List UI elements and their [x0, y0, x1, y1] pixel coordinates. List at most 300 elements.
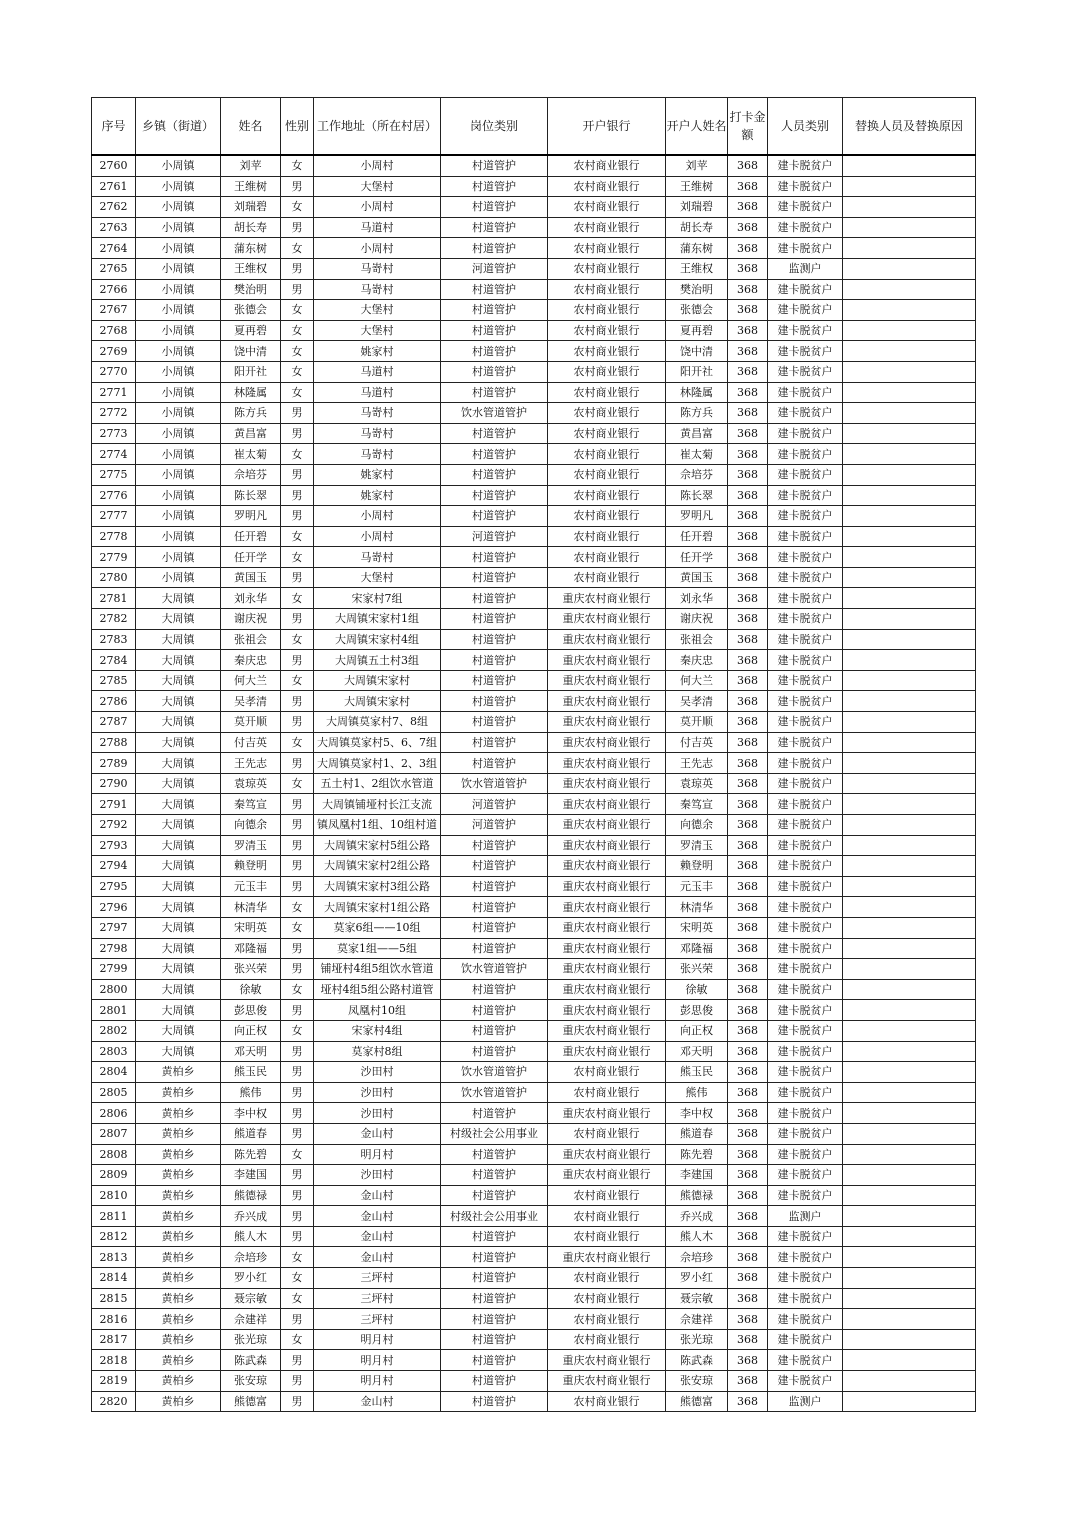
cell-gender: 男	[281, 794, 314, 815]
cell-township: 小周镇	[136, 197, 221, 218]
cell-township: 黄柏乡	[136, 1226, 221, 1247]
cell-serial: 2814	[92, 1268, 136, 1289]
cell-name: 佘建祥	[221, 1309, 281, 1330]
cell-bank: 重庆农村商业银行	[548, 1165, 666, 1186]
cell-post-type: 村道管护	[441, 382, 548, 403]
table-row	[92, 1165, 976, 1186]
cell-name: 佘培珍	[221, 1247, 281, 1268]
cell-serial: 2777	[92, 506, 136, 527]
cell-gender: 男	[281, 1082, 314, 1103]
cell-amount: 368	[728, 815, 768, 836]
cell-work-address: 马嵜村	[314, 258, 441, 279]
cell-gender: 男	[281, 567, 314, 588]
table-row	[92, 341, 976, 362]
cell-account-holder: 袁琼英	[666, 773, 728, 794]
cell-gender: 女	[281, 155, 314, 176]
cell-post-type: 村道管护	[441, 1391, 548, 1412]
cell-name: 熊玉民	[221, 1062, 281, 1083]
cell-work-address: 莫家1组——5组	[314, 938, 441, 959]
cell-account-holder: 阳开社	[666, 361, 728, 382]
cell-township: 小周镇	[136, 238, 221, 259]
cell-serial: 2780	[92, 567, 136, 588]
cell-serial: 2773	[92, 423, 136, 444]
cell-serial: 2789	[92, 753, 136, 774]
cell-replacement	[843, 444, 976, 465]
cell-person-category: 监测户	[768, 1391, 843, 1412]
cell-amount: 368	[728, 1371, 768, 1392]
cell-amount: 368	[728, 629, 768, 650]
cell-township: 大周镇	[136, 1000, 221, 1021]
cell-township: 黄柏乡	[136, 1329, 221, 1350]
cell-person-category: 建卡脱贫户	[768, 917, 843, 938]
cell-township: 黄柏乡	[136, 1103, 221, 1124]
cell-township: 大周镇	[136, 712, 221, 733]
cell-replacement	[843, 1000, 976, 1021]
cell-replacement	[843, 835, 976, 856]
cell-amount: 368	[728, 444, 768, 465]
cell-post-type: 村道管护	[441, 712, 548, 733]
table-row	[92, 464, 976, 485]
cell-name: 樊治明	[221, 279, 281, 300]
cell-post-type: 村道管护	[441, 1288, 548, 1309]
cell-replacement	[843, 609, 976, 630]
cell-post-type: 饮水管道管护	[441, 403, 548, 424]
cell-work-address: 马嵜村	[314, 403, 441, 424]
cell-person-category: 建卡脱贫户	[768, 238, 843, 259]
cell-amount: 368	[728, 753, 768, 774]
cell-township: 大周镇	[136, 835, 221, 856]
cell-gender: 男	[281, 1391, 314, 1412]
cell-serial: 2790	[92, 773, 136, 794]
cell-township: 小周镇	[136, 444, 221, 465]
table-row	[92, 1185, 976, 1206]
cell-gender: 男	[281, 1371, 314, 1392]
cell-work-address: 大堡村	[314, 176, 441, 197]
cell-name: 张兴荣	[221, 959, 281, 980]
cell-bank: 农村商业银行	[548, 176, 666, 197]
cell-name: 李建国	[221, 1165, 281, 1186]
cell-name: 付吉英	[221, 732, 281, 753]
cell-gender: 女	[281, 588, 314, 609]
cell-post-type: 村道管护	[441, 155, 548, 176]
cell-amount: 368	[728, 320, 768, 341]
cell-account-holder: 吴孝清	[666, 691, 728, 712]
cell-work-address: 马道村	[314, 361, 441, 382]
cell-bank: 农村商业银行	[548, 1082, 666, 1103]
cell-gender: 女	[281, 979, 314, 1000]
cell-person-category: 建卡脱贫户	[768, 1185, 843, 1206]
table-row	[92, 876, 976, 897]
cell-serial: 2795	[92, 876, 136, 897]
cell-post-type: 村道管护	[441, 938, 548, 959]
cell-township: 黄柏乡	[136, 1391, 221, 1412]
cell-bank: 农村商业银行	[548, 1123, 666, 1144]
cell-person-category: 建卡脱贫户	[768, 1226, 843, 1247]
cell-gender: 男	[281, 1165, 314, 1186]
cell-gender: 男	[281, 403, 314, 424]
cell-bank: 重庆农村商业银行	[548, 938, 666, 959]
cell-bank: 农村商业银行	[548, 197, 666, 218]
cell-post-type: 饮水管道管护	[441, 959, 548, 980]
cell-amount: 368	[728, 423, 768, 444]
cell-serial: 2812	[92, 1226, 136, 1247]
cell-bank: 重庆农村商业银行	[548, 1350, 666, 1371]
cell-township: 黄柏乡	[136, 1309, 221, 1330]
cell-post-type: 河道管护	[441, 794, 548, 815]
table-row	[92, 773, 976, 794]
cell-post-type: 河道管护	[441, 815, 548, 836]
cell-gender: 男	[281, 279, 314, 300]
cell-person-category: 建卡脱贫户	[768, 403, 843, 424]
cell-replacement	[843, 650, 976, 671]
cell-township: 大周镇	[136, 897, 221, 918]
cell-amount: 368	[728, 670, 768, 691]
table-row	[92, 1247, 976, 1268]
cell-gender: 女	[281, 897, 314, 918]
cell-bank: 农村商业银行	[548, 567, 666, 588]
cell-serial: 2820	[92, 1391, 136, 1412]
cell-replacement	[843, 464, 976, 485]
cell-post-type: 村道管护	[441, 423, 548, 444]
cell-gender: 男	[281, 609, 314, 630]
cell-work-address: 姚家村	[314, 464, 441, 485]
cell-work-address: 金山村	[314, 1123, 441, 1144]
cell-name: 罗小红	[221, 1268, 281, 1289]
cell-account-holder: 秦庆忠	[666, 650, 728, 671]
table-row	[92, 258, 976, 279]
cell-name: 张光琼	[221, 1329, 281, 1350]
cell-amount: 368	[728, 1000, 768, 1021]
cell-person-category: 建卡脱贫户	[768, 1350, 843, 1371]
cell-serial: 2816	[92, 1309, 136, 1330]
cell-name: 崔太菊	[221, 444, 281, 465]
cell-replacement	[843, 917, 976, 938]
cell-bank: 农村商业银行	[548, 238, 666, 259]
cell-person-category: 建卡脱贫户	[768, 650, 843, 671]
cell-gender: 男	[281, 856, 314, 877]
cell-replacement	[843, 1185, 976, 1206]
cell-bank: 农村商业银行	[548, 547, 666, 568]
cell-account-holder: 佘培珍	[666, 1247, 728, 1268]
cell-replacement	[843, 691, 976, 712]
cell-person-category: 建卡脱贫户	[768, 155, 843, 176]
cell-serial: 2798	[92, 938, 136, 959]
cell-amount: 368	[728, 732, 768, 753]
cell-person-category: 建卡脱贫户	[768, 567, 843, 588]
cell-name: 袁琼英	[221, 773, 281, 794]
cell-gender: 女	[281, 1329, 314, 1350]
cell-post-type: 村道管护	[441, 1020, 548, 1041]
cell-township: 黄柏乡	[136, 1206, 221, 1227]
cell-name: 李中权	[221, 1103, 281, 1124]
cell-gender: 女	[281, 197, 314, 218]
cell-bank: 农村商业银行	[548, 1309, 666, 1330]
cell-work-address: 三坪村	[314, 1268, 441, 1289]
cell-gender: 男	[281, 217, 314, 238]
cell-name: 黄国玉	[221, 567, 281, 588]
cell-replacement	[843, 773, 976, 794]
cell-post-type: 饮水管道管护	[441, 1062, 548, 1083]
cell-township: 大周镇	[136, 794, 221, 815]
cell-name: 宋明英	[221, 917, 281, 938]
cell-name: 何大兰	[221, 670, 281, 691]
cell-name: 元玉丰	[221, 876, 281, 897]
cell-name: 夏再碧	[221, 320, 281, 341]
cell-serial: 2767	[92, 300, 136, 321]
cell-post-type: 饮水管道管护	[441, 1082, 548, 1103]
cell-amount: 368	[728, 1103, 768, 1124]
cell-work-address: 沙田村	[314, 1062, 441, 1083]
cell-person-category: 建卡脱贫户	[768, 712, 843, 733]
cell-bank: 重庆农村商业银行	[548, 691, 666, 712]
cell-amount: 368	[728, 856, 768, 877]
cell-gender: 女	[281, 341, 314, 362]
cell-work-address: 马嵜村	[314, 547, 441, 568]
cell-person-category: 建卡脱贫户	[768, 526, 843, 547]
cell-person-category: 建卡脱贫户	[768, 732, 843, 753]
cell-amount: 368	[728, 979, 768, 1000]
cell-work-address: 三坪村	[314, 1309, 441, 1330]
cell-name: 刘苹	[221, 155, 281, 176]
cell-account-holder: 李建国	[666, 1165, 728, 1186]
cell-account-holder: 徐敏	[666, 979, 728, 1000]
cell-name: 熊德禄	[221, 1185, 281, 1206]
cell-township: 大周镇	[136, 629, 221, 650]
cell-township: 大周镇	[136, 670, 221, 691]
cell-bank: 重庆农村商业银行	[548, 609, 666, 630]
cell-township: 小周镇	[136, 464, 221, 485]
cell-serial: 2781	[92, 588, 136, 609]
cell-township: 大周镇	[136, 732, 221, 753]
cell-replacement	[843, 300, 976, 321]
cell-gender: 男	[281, 423, 314, 444]
cell-account-holder: 刘永华	[666, 588, 728, 609]
cell-bank: 重庆农村商业银行	[548, 588, 666, 609]
cell-replacement	[843, 1226, 976, 1247]
cell-serial: 2768	[92, 320, 136, 341]
cell-replacement	[843, 959, 976, 980]
table-row	[92, 176, 976, 197]
cell-replacement	[843, 1391, 976, 1412]
cell-gender: 男	[281, 506, 314, 527]
table-row	[92, 1226, 976, 1247]
table-row	[92, 485, 976, 506]
cell-post-type: 村道管护	[441, 691, 548, 712]
table-row	[92, 1268, 976, 1289]
cell-account-holder: 熊德富	[666, 1391, 728, 1412]
cell-gender: 男	[281, 835, 314, 856]
cell-account-holder: 崔太菊	[666, 444, 728, 465]
cell-serial: 2810	[92, 1185, 136, 1206]
cell-replacement	[843, 938, 976, 959]
cell-serial: 2786	[92, 691, 136, 712]
cell-account-holder: 黄国玉	[666, 567, 728, 588]
cell-gender: 女	[281, 526, 314, 547]
cell-amount: 368	[728, 403, 768, 424]
cell-post-type: 村道管护	[441, 1144, 548, 1165]
cell-person-category: 建卡脱贫户	[768, 1123, 843, 1144]
cell-work-address: 大堡村	[314, 320, 441, 341]
cell-amount: 368	[728, 1165, 768, 1186]
cell-bank: 重庆农村商业银行	[548, 917, 666, 938]
cell-post-type: 村道管护	[441, 835, 548, 856]
cell-township: 小周镇	[136, 258, 221, 279]
cell-post-type: 村道管护	[441, 732, 548, 753]
cell-township: 小周镇	[136, 279, 221, 300]
cell-serial: 2799	[92, 959, 136, 980]
cell-name: 蒲东树	[221, 238, 281, 259]
cell-amount: 368	[728, 588, 768, 609]
cell-account-holder: 罗清玉	[666, 835, 728, 856]
cell-work-address: 大周镇莫家村1、2、3组	[314, 753, 441, 774]
cell-name: 徐敏	[221, 979, 281, 1000]
cell-name: 秦庆忠	[221, 650, 281, 671]
cell-amount: 368	[728, 1329, 768, 1350]
table-row	[92, 1041, 976, 1062]
cell-work-address: 三坪村	[314, 1288, 441, 1309]
cell-account-holder: 任开学	[666, 547, 728, 568]
cell-account-holder: 张祖会	[666, 629, 728, 650]
cell-amount: 368	[728, 341, 768, 362]
cell-name: 王维树	[221, 176, 281, 197]
header-name: 姓名	[221, 98, 281, 156]
cell-account-holder: 樊治明	[666, 279, 728, 300]
cell-amount: 368	[728, 1062, 768, 1083]
cell-person-category: 建卡脱贫户	[768, 876, 843, 897]
table-row	[92, 1020, 976, 1041]
cell-replacement	[843, 238, 976, 259]
cell-account-holder: 邓隆福	[666, 938, 728, 959]
cell-bank: 重庆农村商业银行	[548, 1000, 666, 1021]
cell-post-type: 河道管护	[441, 258, 548, 279]
cell-work-address: 沙田村	[314, 1103, 441, 1124]
cell-gender: 男	[281, 176, 314, 197]
cell-account-holder: 任开碧	[666, 526, 728, 547]
cell-name: 陈方兵	[221, 403, 281, 424]
table-row	[92, 1103, 976, 1124]
cell-serial: 2779	[92, 547, 136, 568]
cell-serial: 2782	[92, 609, 136, 630]
cell-amount: 368	[728, 917, 768, 938]
cell-serial: 2808	[92, 1144, 136, 1165]
cell-work-address: 大周镇宋家村4组	[314, 629, 441, 650]
cell-name: 熊道春	[221, 1123, 281, 1144]
cell-gender: 女	[281, 732, 314, 753]
cell-township: 黄柏乡	[136, 1288, 221, 1309]
cell-name: 任开学	[221, 547, 281, 568]
cell-bank: 重庆农村商业银行	[548, 629, 666, 650]
cell-serial: 2783	[92, 629, 136, 650]
cell-person-category: 建卡脱贫户	[768, 1309, 843, 1330]
cell-bank: 农村商业银行	[548, 403, 666, 424]
cell-amount: 368	[728, 1247, 768, 1268]
cell-amount: 368	[728, 464, 768, 485]
cell-township: 黄柏乡	[136, 1144, 221, 1165]
cell-work-address: 莫家6组——10组	[314, 917, 441, 938]
cell-gender: 女	[281, 382, 314, 403]
cell-account-holder: 林隆属	[666, 382, 728, 403]
cell-bank: 农村商业银行	[548, 526, 666, 547]
cell-serial: 2761	[92, 176, 136, 197]
cell-post-type: 村道管护	[441, 506, 548, 527]
cell-replacement	[843, 1268, 976, 1289]
cell-person-category: 建卡脱贫户	[768, 382, 843, 403]
cell-account-holder: 佘培芬	[666, 464, 728, 485]
cell-bank: 农村商业银行	[548, 1062, 666, 1083]
cell-gender: 女	[281, 444, 314, 465]
cell-replacement	[843, 1144, 976, 1165]
cell-township: 小周镇	[136, 382, 221, 403]
cell-account-holder: 聂宗敏	[666, 1288, 728, 1309]
table-row	[92, 1062, 976, 1083]
cell-work-address: 马嵜村	[314, 423, 441, 444]
cell-person-category: 建卡脱贫户	[768, 217, 843, 238]
cell-account-holder: 秦笃宣	[666, 794, 728, 815]
cell-serial: 2796	[92, 897, 136, 918]
cell-post-type: 村道管护	[441, 650, 548, 671]
cell-account-holder: 罗明凡	[666, 506, 728, 527]
header-serial: 序号	[92, 98, 136, 156]
cell-person-category: 建卡脱贫户	[768, 629, 843, 650]
cell-gender: 男	[281, 1041, 314, 1062]
cell-serial: 2791	[92, 794, 136, 815]
cell-replacement	[843, 1288, 976, 1309]
table-row	[92, 1000, 976, 1021]
cell-work-address: 大周镇铺垭村长江支流	[314, 794, 441, 815]
cell-township: 小周镇	[136, 403, 221, 424]
cell-post-type: 村道管护	[441, 197, 548, 218]
cell-township: 大周镇	[136, 588, 221, 609]
table-row	[92, 197, 976, 218]
cell-replacement	[843, 176, 976, 197]
cell-gender: 男	[281, 1062, 314, 1083]
cell-work-address: 大周镇宋家村5组公路	[314, 835, 441, 856]
cell-post-type: 村道管护	[441, 670, 548, 691]
cell-bank: 重庆农村商业银行	[548, 732, 666, 753]
cell-amount: 368	[728, 794, 768, 815]
table-row	[92, 1391, 976, 1412]
cell-replacement	[843, 1309, 976, 1330]
cell-person-category: 建卡脱贫户	[768, 464, 843, 485]
cell-post-type: 村道管护	[441, 300, 548, 321]
cell-account-holder: 乔兴成	[666, 1206, 728, 1227]
cell-post-type: 村道管护	[441, 1371, 548, 1392]
cell-work-address: 姚家村	[314, 485, 441, 506]
cell-post-type: 村道管护	[441, 1185, 548, 1206]
cell-serial: 2785	[92, 670, 136, 691]
cell-replacement	[843, 670, 976, 691]
cell-amount: 368	[728, 609, 768, 630]
cell-replacement	[843, 1020, 976, 1041]
cell-post-type: 村道管护	[441, 320, 548, 341]
cell-gender: 女	[281, 670, 314, 691]
cell-account-holder: 向德余	[666, 815, 728, 836]
cell-township: 小周镇	[136, 485, 221, 506]
cell-post-type: 村道管护	[441, 279, 548, 300]
cell-post-type: 村道管护	[441, 444, 548, 465]
cell-name: 乔兴成	[221, 1206, 281, 1227]
cell-amount: 368	[728, 1185, 768, 1206]
cell-bank: 农村商业银行	[548, 1391, 666, 1412]
cell-account-holder: 谢庆祝	[666, 609, 728, 630]
cell-person-category: 建卡脱贫户	[768, 361, 843, 382]
header-amount: 打卡金额	[728, 98, 768, 156]
cell-bank: 农村商业银行	[548, 1206, 666, 1227]
cell-amount: 368	[728, 1226, 768, 1247]
cell-bank: 重庆农村商业银行	[548, 1247, 666, 1268]
cell-person-category: 建卡脱贫户	[768, 1082, 843, 1103]
cell-township: 黄柏乡	[136, 1371, 221, 1392]
